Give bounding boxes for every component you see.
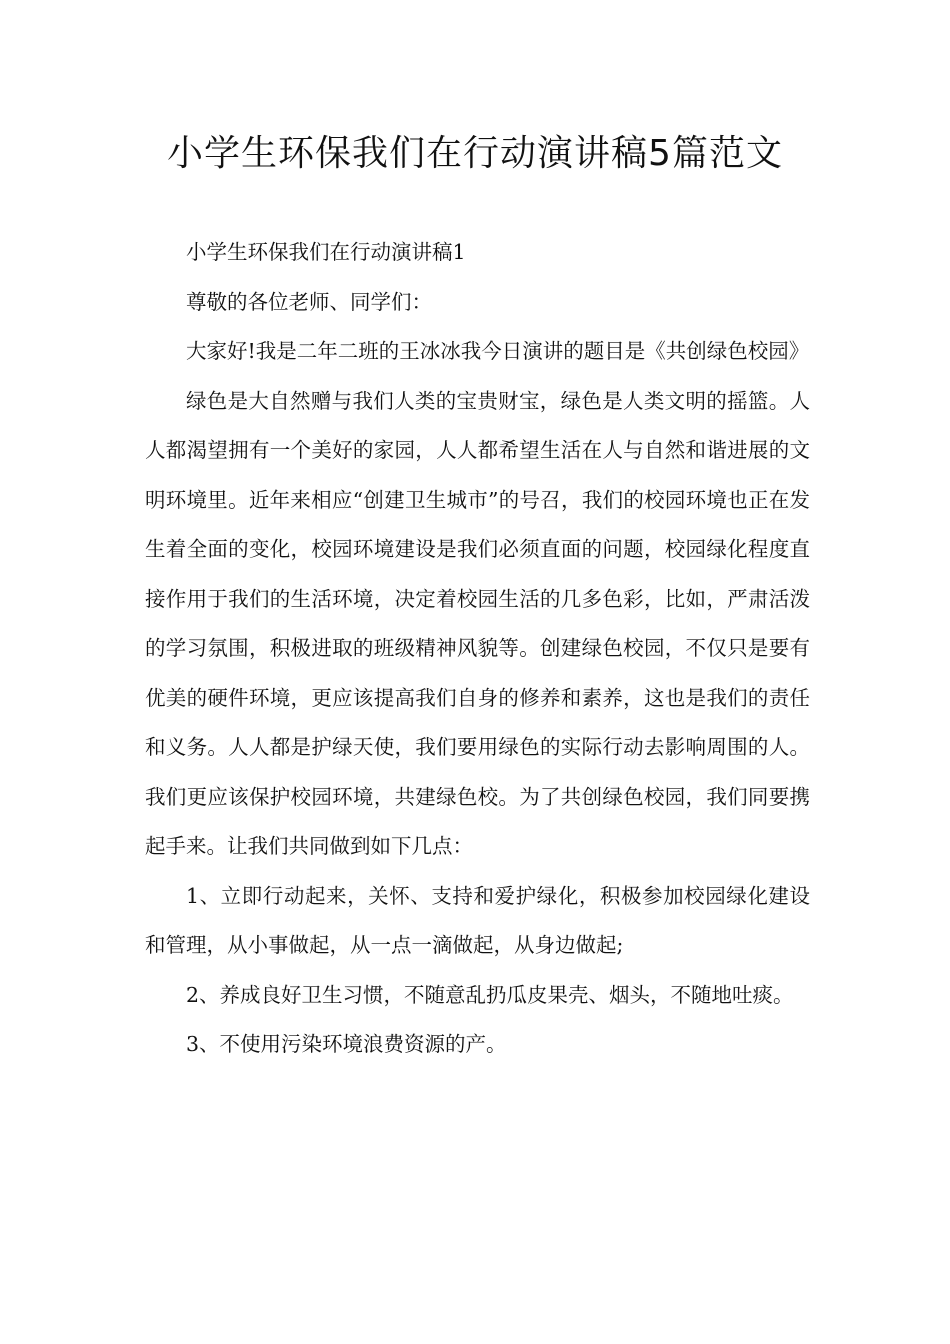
paragraph-point-3: 3、不使用污染环境浪费资源的产。	[186, 1032, 507, 1056]
paragraph-salutation: 尊敬的各位老师、同学们：	[186, 289, 432, 314]
paragraph-speech-heading: 小学生环保我们在行动演讲稿1	[186, 240, 466, 264]
paragraph-greeting: 大家好!我是二年二班的王冰冰我今日演讲的题目是《共创绿色校园》	[186, 339, 810, 363]
paragraph-point-2: 2、养成良好卫生习惯，不随意乱扔瓜皮果壳、烟头，不随地吐痰。	[186, 982, 794, 1007]
document-body	[145, 228, 810, 1070]
paragraph-main: 绿色是大自然赠与我们人类的宝贵财宝，绿色是人类文明的摇篮。人人都渴望拥有一个美好的家园，人人都希望生活在人与自然和谐进展的文明环境里。近年来相应“创建卫生城市”的号召，我们的校园环境也正在发生着全面的变化，校园环境建设是我们必须直面的问题，校园绿化程度直接作用于我们的生活环境，决定着校园生活的几多色彩，比如，严肃活泼的学习氛围，积极进取的班级精神风貌等。创建绿色校园，不仅只是要有优美的硬件环境，更应该提高我们自身的修养和素养，这也是我们的责任和义务。人人都是护绿天使，我们要用绿色的实际行动去影响周围的人。我们更应该保护校园环境，共建绿色校。为了共创绿色校园，我们同要携起手来。让我们共同做到如下几点：	[145, 388, 810, 858]
paragraph-point-1: 1、立即行动起来，关怀、支持和爱护绿化，积极参加校园绿化建设和管理，从小事做起，从一点一滴做起，从身边做起;	[145, 883, 810, 957]
document-title: 小学生环保我们在行动演讲稿5篇范文	[167, 133, 783, 174]
